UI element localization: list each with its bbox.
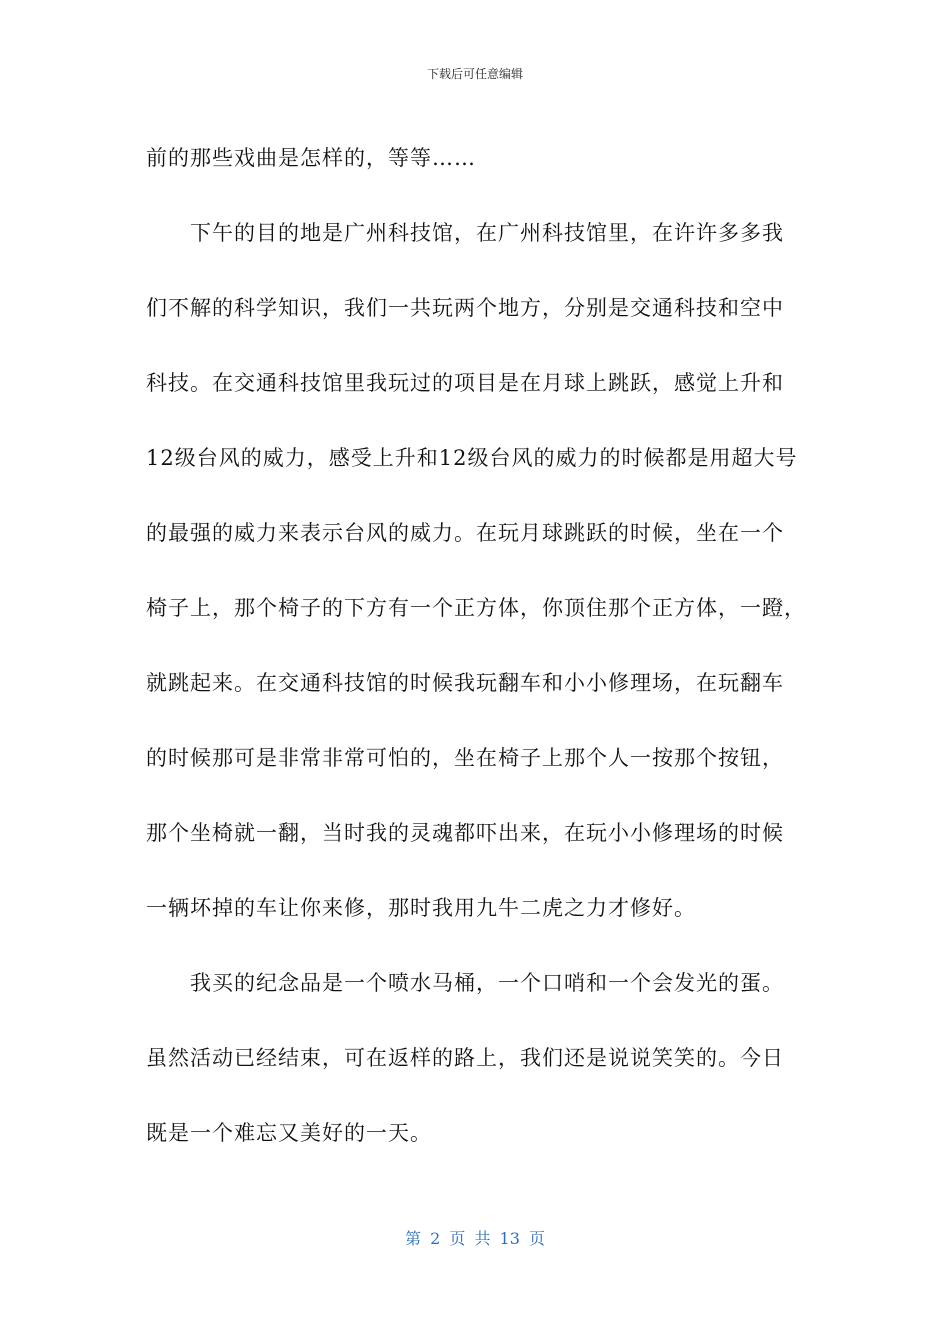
body-line: 虽然活动已经结束，可在返样的路上，我们还是说说笑笑的。今日 bbox=[146, 1046, 784, 1070]
body-line: 的最强的威力来表示台风的威力。在玩月球跳跃的时候，坐在一个 bbox=[146, 521, 784, 545]
body-line: 既是一个难忘又美好的一天。 bbox=[146, 1121, 432, 1145]
document-body bbox=[146, 121, 811, 1171]
body-line: 科技。在交通科技馆里我玩过的项目是在月球上跳跃，感觉上升和 bbox=[146, 371, 784, 395]
body-line: 我买的纪念品是一个喷水马桶，一个口哨和一个会发光的蛋。 bbox=[190, 971, 784, 995]
body-line: 一辆坏掉的车让你来修，那时我用九牛二虎之力才修好。 bbox=[146, 896, 696, 920]
body-line: 就跳起来。在交通科技馆的时候我玩翻车和小小修理场，在玩翻车 bbox=[146, 671, 784, 695]
body-line: 的时候那可是非常非常可怕的，坐在椅子上那个人一按那个按钮， bbox=[146, 746, 784, 770]
body-line: 前的那些戏曲是怎样的，等等…… bbox=[146, 146, 476, 170]
body-line: 椅子上，那个椅子的下方有一个正方体，你顶住那个正方体，一蹬， bbox=[146, 596, 806, 620]
body-line: 下午的目的地是广州科技馆，在广州科技馆里，在许许多多我 bbox=[190, 221, 784, 245]
body-line: 12级台风的威力，感受上升和12级台风的威力的时候都是用超大号 bbox=[146, 446, 798, 470]
page-number-footer: 第 2 页 共 13 页 bbox=[405, 1229, 545, 1248]
body-line: 们不解的科学知识，我们一共玩两个地方，分别是交通科技和空中 bbox=[146, 296, 784, 320]
page-header: 下载后可任意编辑 bbox=[426, 67, 523, 81]
body-line: 那个坐椅就一翻，当时我的灵魂都吓出来，在玩小小修理场的时候 bbox=[146, 821, 784, 845]
